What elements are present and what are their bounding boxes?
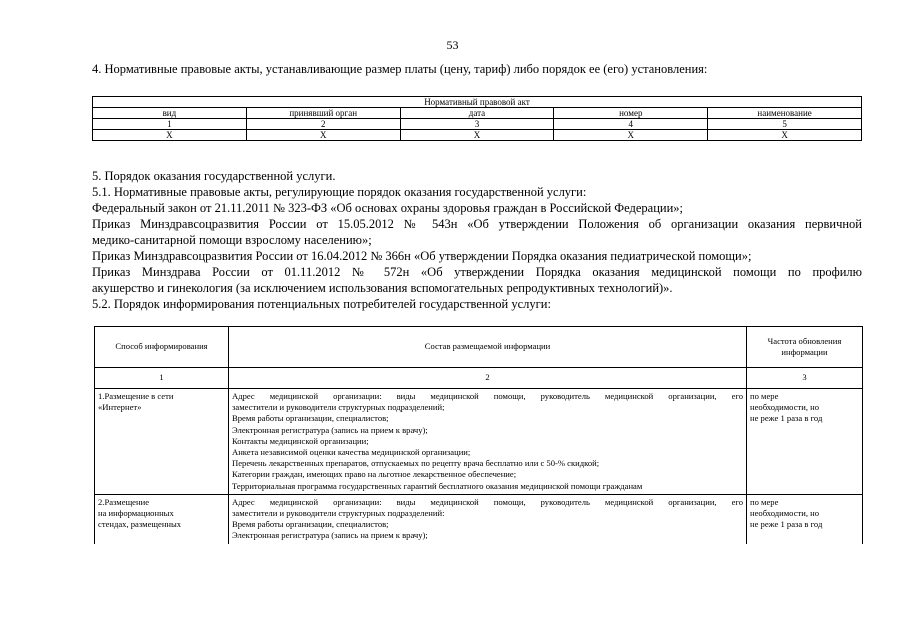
header-cell-content: Состав размещаемой информации (229, 327, 747, 368)
text-line: Перечень лекарственных препаратов, отпускаемых по рецепту врача бесплатно или с 50-% скидкой; (232, 458, 600, 469)
method-cell (95, 389, 229, 495)
column-number: 3 (747, 368, 863, 389)
text-line: Категории граждан, имеющих право на льготное лекарственное обеспечение; (232, 469, 517, 480)
normative-acts-table (92, 96, 862, 141)
acts-table-header-row (93, 108, 862, 119)
section-4-heading: 4. Нормативные правовые акты, устанавливающие размер платы (цену, тариф) либо порядок ее (его) установления: (92, 62, 708, 76)
text-line: стендах, размещенных (98, 519, 182, 530)
table-row (95, 494, 863, 543)
section-5-2-heading: 5.2. Порядок информирования потенциальных потребителей государственной услуги: (92, 297, 551, 311)
header-cell-name: наименование (708, 108, 862, 119)
text-line: Контакты медицинской организации; (232, 435, 369, 446)
column-number: 3 (400, 119, 554, 130)
column-number: 1 (95, 368, 229, 389)
acts-table-value-row (93, 130, 862, 141)
content-cell (229, 389, 747, 495)
acts-table-title: Нормативный правовой акт (93, 97, 862, 108)
column-number: 2 (229, 368, 747, 389)
table-cell: Х (246, 130, 400, 141)
text-line: Электронная регистратура (запись на прием к врачу); (232, 530, 428, 541)
text-line: по мере (750, 391, 779, 401)
section-5-text (92, 168, 862, 312)
act-order-572n-continued: акушерство и гинекология (за исключением использования вспомогательных репродуктивных технологий)». (92, 281, 673, 295)
text-line: «Интернет» (98, 402, 142, 413)
text-line: 2.Размещение (98, 496, 150, 507)
text-line: Электронная регистратура (запись на прием к врачу); (232, 424, 428, 435)
section-5-1-heading: 5.1. Нормативные правовые акты, регулирующие порядок оказания государственной услуги: (92, 185, 587, 199)
acts-table-number-row (93, 119, 862, 130)
frequency-cell (747, 494, 863, 543)
content-cell (229, 494, 747, 543)
table-row (95, 389, 863, 495)
table-cell: Х (400, 130, 554, 141)
act-order-543n-continued: медико-санитарной помощи взрослому населению»; (92, 233, 372, 247)
table-cell: Х (93, 130, 247, 141)
text-line: не реже 1 раза в год (750, 413, 823, 424)
act-federal-law: Федеральный закон от 21.11.2011 № 323-ФЗ «Об основах охраны здоровья граждан в Российской Федерации»; (92, 201, 684, 215)
header-cell-frequency: Частота обновления информации (747, 327, 863, 368)
info-table-number-row (95, 368, 863, 389)
column-number: 1 (93, 119, 247, 130)
section-5-heading: 5. Порядок оказания государственной услуги. (92, 169, 336, 183)
header-cell-date: дата (400, 108, 554, 119)
text-line: необходимости, но (750, 508, 820, 519)
text-line: Адрес медицинской организации: виды медицинской помощи, руководитель медицинской организации, его (232, 496, 743, 507)
info-table-header-row (95, 327, 863, 368)
frequency-cell (747, 389, 863, 495)
header-cell-method: Способ информирования (95, 327, 229, 368)
page-number: 53 (446, 38, 459, 52)
text-line: заместители и руководители структурных подразделений; (232, 402, 445, 413)
text-line: Анкета независимой оценки качества медицинской организации; (232, 447, 471, 458)
text-line: по мере (750, 496, 779, 507)
method-cell (95, 494, 229, 543)
text-line: 1.Размещение в сети (98, 391, 174, 401)
column-number: 5 (708, 119, 862, 130)
text-line: Время работы организации, специалистов; (232, 413, 389, 424)
column-number: 2 (246, 119, 400, 130)
text-line: на информационных (98, 508, 174, 519)
header-cell-number: номер (554, 108, 708, 119)
act-order-366n: Приказ Минздравсоцразвития России от 16.04.2012 № 366н «Об утверждении Порядка оказания педиатрической помощи»; (92, 249, 752, 263)
act-order-572n: Приказ Минздрава России от 01.11.2012 № 572н «Об утверждении Порядка оказания медицинской помощи по профилю (92, 265, 862, 279)
header-cell-type: вид (93, 108, 247, 119)
text-line: Время работы организации, специалистов; (232, 519, 389, 530)
table-cell: Х (554, 130, 708, 141)
informing-table (94, 326, 863, 544)
text-line: Адрес медицинской организации: виды медицинской помощи, руководитель медицинской организации, его (232, 391, 743, 401)
act-order-543n: Приказ Минздравсоцразвития России от 15.05.2012 № 543н «Об утверждении Положения об организации оказания первичной (92, 217, 862, 231)
header-cell-authority: принявший орган (246, 108, 400, 119)
text-line: необходимости, но (750, 402, 820, 413)
text-line: не реже 1 раза в год (750, 519, 823, 530)
table-cell: Х (708, 130, 862, 141)
column-number: 4 (554, 119, 708, 130)
text-line: Территориальная программа государственных гарантий бесплатного оказания медицинской помощи гражданам (232, 480, 643, 491)
text-line: заместители и руководители структурных подразделений: (232, 508, 445, 519)
